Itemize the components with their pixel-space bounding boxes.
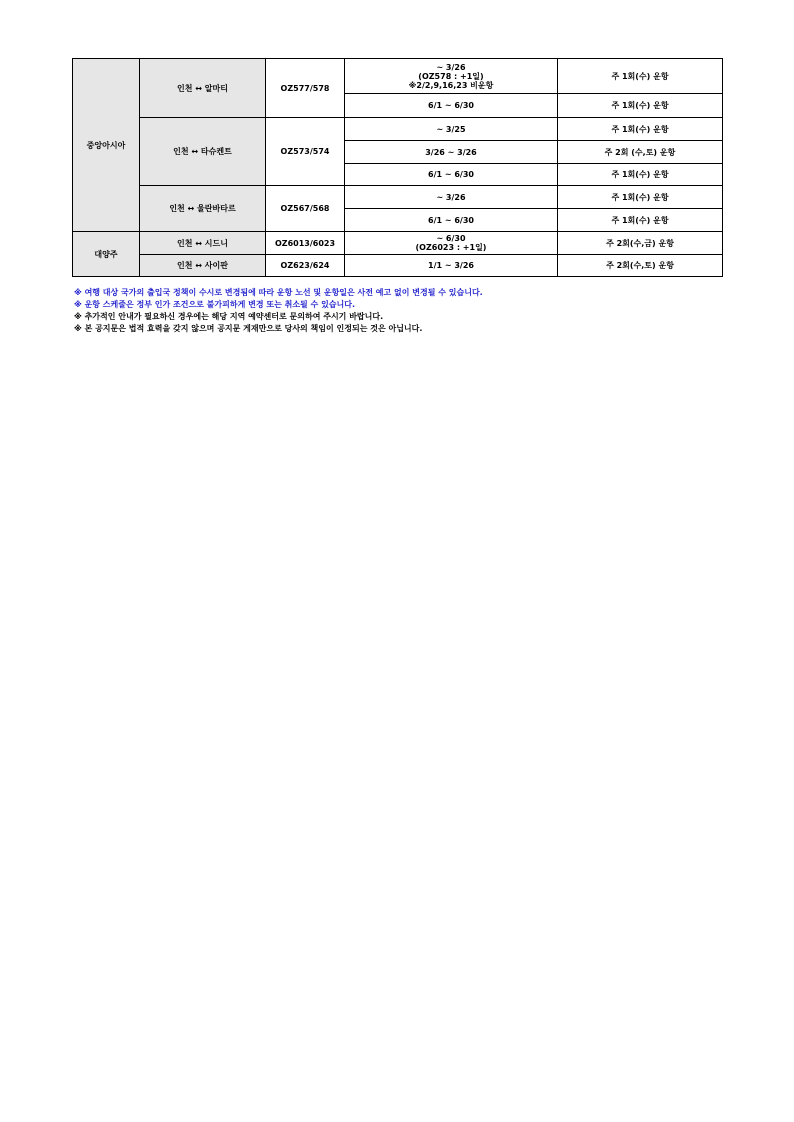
period-cell — [345, 141, 558, 164]
period-cell — [345, 186, 558, 209]
table-row — [73, 59, 723, 94]
table-row — [73, 232, 723, 255]
region-cell: 중앙아시아 — [73, 59, 140, 232]
period-line: ~ 3/25 — [436, 124, 466, 134]
period-cell — [345, 118, 558, 141]
period-line: 6/1 ~ 6/30 — [428, 170, 474, 179]
frequency-cell: 주 1회(수) 운항 — [558, 186, 723, 209]
period-line: 6/1 ~ 6/30 — [428, 215, 474, 225]
notice-list — [74, 287, 734, 335]
period-cell — [345, 94, 558, 118]
region-cell: 대양주 — [73, 232, 140, 277]
period-cell — [345, 232, 558, 255]
table-row — [73, 255, 723, 277]
route-cell: 인천 ↔ 울란바타르 — [140, 186, 266, 232]
period-line: ~ 3/26 — [436, 62, 466, 72]
frequency-cell: 주 1회(수) 운항 — [558, 94, 723, 118]
frequency-cell: 주 1회(수) 운항 — [558, 59, 723, 94]
period-line: ※2/2,9,16,23 비운항 — [408, 80, 494, 90]
route-cell: 인천 ↔ 알마티 — [140, 59, 266, 118]
period-cell — [345, 255, 558, 277]
flight-number-cell: OZ623/624 — [266, 255, 345, 277]
period-line: ~ 3/26 — [436, 192, 466, 202]
frequency-cell: 주 2회(수,금) 운항 — [558, 232, 723, 255]
flight-number-cell: OZ577/578 — [266, 59, 345, 118]
frequency-cell: 주 1회(수) 운항 — [558, 164, 723, 186]
note-item: ※ 본 공지문은 법적 효력을 갖지 않으며 공지문 게재만으로 당사의 책임이 인정되는 것은 아닙니다. — [74, 324, 423, 333]
table-row — [73, 186, 723, 209]
note-item: ※ 여행 대상 국가의 출입국 정책이 수시로 변경됨에 따라 운항 노선 및 운항일은 사전 예고 없이 변경될 수 있습니다. — [74, 288, 483, 297]
table-row — [73, 118, 723, 141]
period-cell — [345, 164, 558, 186]
flight-schedule-table — [72, 58, 723, 277]
flight-number-cell: OZ6013/6023 — [266, 232, 345, 255]
route-cell: 인천 ↔ 타슈켄트 — [140, 118, 266, 186]
note-item: ※ 운항 스케줄은 정부 인가 조건으로 불가피하게 변경 또는 취소될 수 있습니다. — [74, 300, 356, 309]
period-line: (OZ578 : +1일) — [418, 71, 484, 81]
period-line: 3/26 ~ 3/26 — [425, 147, 477, 157]
frequency-cell: 주 2회 (수,토) 운항 — [558, 141, 723, 164]
note-item: ※ 추가적인 안내가 필요하신 경우에는 해당 지역 예약센터로 문의하여 주시기 바랍니다. — [74, 312, 384, 321]
period-line: ~ 6/30 — [436, 234, 466, 243]
period-line: 6/1 ~ 6/30 — [428, 101, 474, 110]
flight-number-cell: OZ567/568 — [266, 186, 345, 232]
route-cell: 인천 ↔ 시드니 — [140, 232, 266, 255]
route-cell: 인천 ↔ 사이판 — [140, 255, 266, 277]
period-line: (OZ6023 : +1일) — [415, 243, 487, 252]
flight-number-cell: OZ573/574 — [266, 118, 345, 186]
frequency-cell: 주 2회(수,토) 운항 — [558, 255, 723, 277]
frequency-cell: 주 1회(수) 운항 — [558, 209, 723, 232]
frequency-cell: 주 1회(수) 운항 — [558, 118, 723, 141]
period-cell — [345, 209, 558, 232]
period-cell — [345, 59, 558, 94]
period-line: 1/1 ~ 3/26 — [428, 261, 474, 270]
